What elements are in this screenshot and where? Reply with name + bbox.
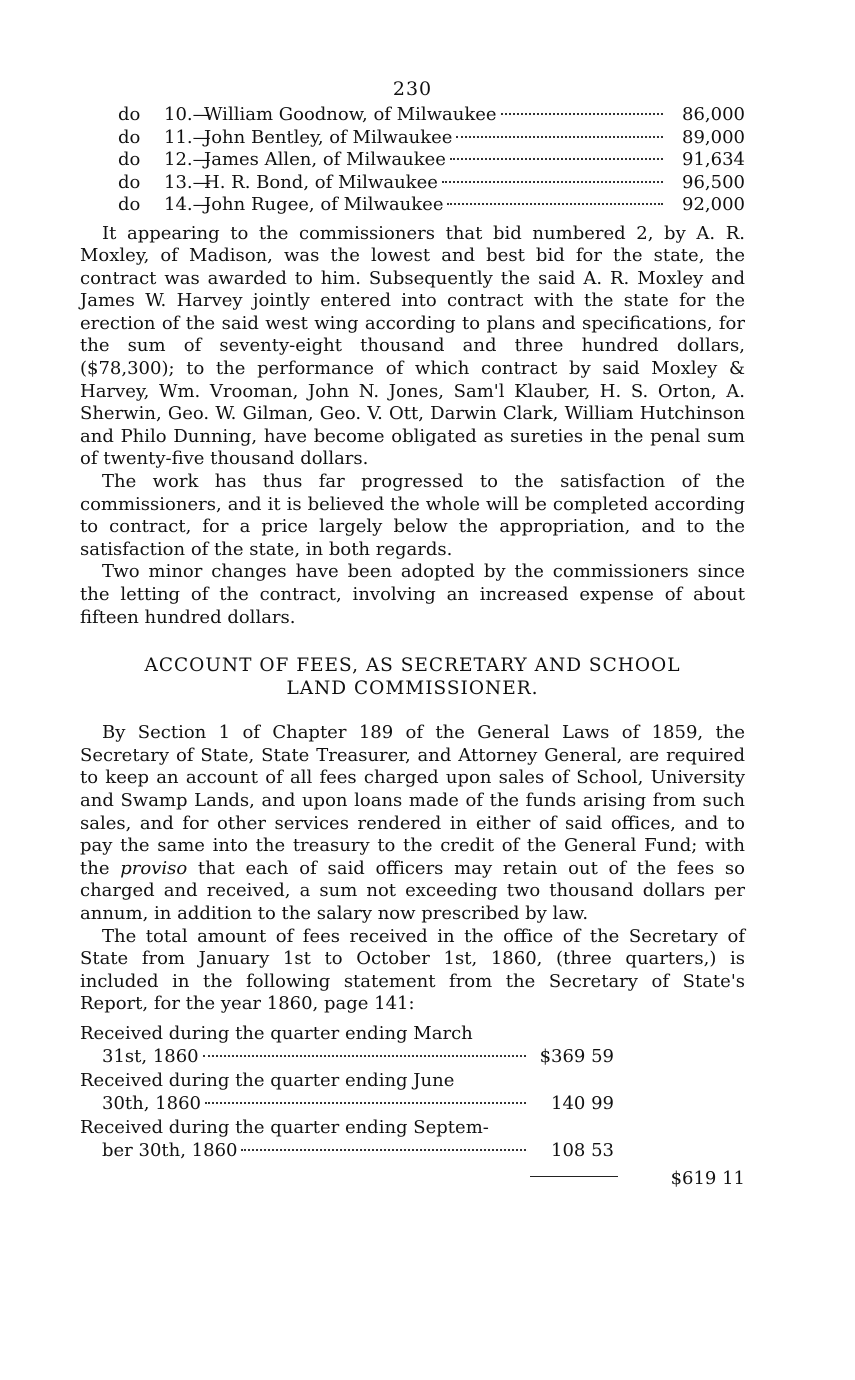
bid-number: 14.— bbox=[164, 194, 211, 215]
bidder-name: John Bentley, of Milwaukee bbox=[204, 126, 453, 148]
statement-row bbox=[80, 1022, 745, 1069]
statement-description bbox=[80, 1022, 530, 1069]
statement-total-row bbox=[80, 1167, 745, 1191]
paragraph-total-fees: The total amount of fees received in the office of the Secretary of State from January 1st to October 1st, 1860, (three quarters,) is included in the following statement from the Secretary of State's Report, for the year 1860, page 141: bbox=[80, 925, 745, 1015]
dot-leader bbox=[205, 1101, 526, 1104]
dot-leader bbox=[456, 135, 663, 138]
statement-line: Received during the quarter ending Septem- bbox=[80, 1116, 489, 1138]
bidder-name: William Goodnow, of Milwaukee bbox=[204, 104, 497, 125]
statement-line: ber 30th, 1860 bbox=[102, 1140, 238, 1162]
bid-amount: 91,634 bbox=[682, 149, 745, 170]
paragraph-minor-changes: Two minor changes have been adopted by the commissioners since the letting of the contract, involving an increased expense of about fifteen hundred dollars. bbox=[80, 561, 745, 628]
dot-leader bbox=[241, 1148, 526, 1151]
bid-amount: 89,000 bbox=[682, 126, 745, 148]
bidder-name: John Rugee, of Milwaukee bbox=[204, 194, 444, 215]
bid-row bbox=[80, 149, 745, 172]
bid-row bbox=[80, 172, 745, 195]
bid-amount: 86,000 bbox=[682, 104, 745, 125]
bidder-name: H. R. Bond, of Milwaukee bbox=[204, 171, 438, 193]
statement-description bbox=[80, 1069, 530, 1116]
statement-amount: 140 99 bbox=[551, 1093, 614, 1115]
statement-total: $619 11 bbox=[670, 1167, 745, 1189]
bid-number: 12.— bbox=[164, 149, 211, 170]
bid-prefix: do bbox=[118, 126, 141, 148]
dot-leader bbox=[442, 180, 663, 183]
dot-leader bbox=[447, 202, 663, 205]
statute-text: that each of said officers may retain out of the fees so charged and received, a sum not exceeding two thousand dollars per annum, in addition to the salary now prescribed by law. bbox=[80, 857, 746, 924]
heading-line: ACCOUNT OF FEES, AS SECRETARY AND SCHOOL bbox=[144, 655, 681, 677]
statement-line: 30th, 1860 bbox=[102, 1093, 201, 1115]
bid-prefix: do bbox=[118, 171, 141, 193]
statement-row bbox=[80, 1069, 745, 1116]
bid-number: 13.— bbox=[164, 171, 211, 193]
bid-row bbox=[80, 194, 745, 217]
statement-line-wrap bbox=[80, 1092, 530, 1116]
document-page bbox=[80, 78, 745, 1190]
bid-row bbox=[80, 104, 745, 127]
sum-rule bbox=[530, 1176, 618, 1178]
dot-leader bbox=[501, 112, 663, 115]
bid-amount: 96,500 bbox=[682, 171, 745, 193]
section-heading bbox=[80, 655, 745, 700]
statement-amount: 108 53 bbox=[551, 1140, 614, 1162]
statement-amount: $369 59 bbox=[539, 1046, 614, 1068]
bid-prefix: do bbox=[118, 194, 141, 215]
statement-line: Received during the quarter ending March bbox=[80, 1022, 473, 1044]
statement-line-wrap bbox=[80, 1139, 530, 1163]
bid-amount: 92,000 bbox=[682, 194, 745, 215]
bid-number: 11.— bbox=[164, 126, 211, 148]
statement-line-wrap bbox=[80, 1045, 530, 1069]
statement-line: Received during the quarter ending June bbox=[80, 1069, 455, 1091]
bid-prefix: do bbox=[118, 149, 141, 170]
dot-leader bbox=[450, 157, 663, 160]
statement-line: 31st, 1860 bbox=[102, 1046, 199, 1068]
paragraph-contract-award: It appearing to the commissioners that bid numbered 2, by A. R. Moxley, of Madison, was the lowest and best bid for the state, the contract was awarded to him. Subsequently the said A. R. Moxley and James W. Harvey jointly entered into contract with the state for the erection of the said west wing according to plans and specifications, for the sum of seventy-eight thousand and three hundred dollars, ($78,300); to the performance of which contract by said Moxley & Harvey, Wm. Vrooman, John N. Jones, Sam'l Klauber, H. S. Orton, A. Sherwin, Geo. W. Gilman, Geo. V. Ott, Darwin Clark, William Hutchinson and Philo Dunning, have become obligated as sureties in the penal sum of twenty-five thousand dollars. bbox=[80, 222, 745, 470]
bid-prefix: do bbox=[118, 104, 141, 125]
bidder-name: James Allen, of Milwaukee bbox=[204, 149, 446, 170]
proviso-term: proviso bbox=[120, 857, 188, 879]
paragraph-work-progress: The work has thus far progressed to the satisfaction of the commissioners, and it is believed the whole will be completed according to contract, for a price largely below the appropriation, and to the satisfaction of the state, in both regards. bbox=[80, 471, 745, 560]
page-number: 230 bbox=[392, 78, 433, 100]
paragraph-statute bbox=[80, 722, 745, 925]
dot-leader bbox=[203, 1054, 526, 1057]
statement-description bbox=[80, 1116, 530, 1163]
statement-row bbox=[80, 1116, 745, 1163]
statute-text: By Section 1 of Chapter 189 of the General Laws of 1859, the Secretary of State, State Treasurer, and Attorney General, are required to keep an account of all fees charged upon sales of School, University and Swamp Lands, and upon loans made of the funds arising from such sales, and for other services rendered in either of said offices, and to pay the same into the treasury to the credit of the General Fund; with the bbox=[80, 722, 745, 879]
bid-row bbox=[80, 127, 745, 150]
bid-number: 10.— bbox=[164, 104, 211, 125]
fee-statement bbox=[80, 1022, 745, 1191]
heading-line: LAND COMMISSIONER. bbox=[286, 677, 539, 699]
bid-list bbox=[80, 104, 745, 217]
